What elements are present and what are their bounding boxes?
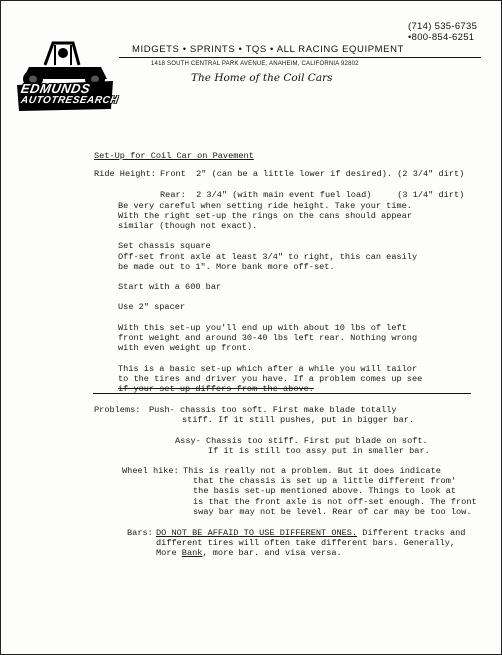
ride-height-front: Front 2" (can be a little lower if desired). (2 3/4" dirt) [160,169,465,179]
letterhead-address: 1418 SOUTH CENTRAL PARK AVENUE, ANAHEIM, CALIFORNIA 92802 [151,61,359,67]
document-heading [94,151,254,162]
wheel-hike-line: sway bar may not be level. Rear of car may be too low. [193,507,472,517]
bars-text: More [156,548,182,558]
bars-bank: Bank [181,548,203,558]
weight-line: front weight and around 30-40 lbs left rear. Nothing wrong [118,333,418,343]
push-line: Push- chassis too soft. First make blade totally [149,405,397,415]
letterhead-tagline: MIDGETS • SPRINTS • TQS • ALL RACING EQUIPMENT [132,44,404,55]
phone-number-2: •800-854-6251 [408,32,475,43]
ride-height-label: Ride Height: [94,169,156,179]
letterhead-rule [119,57,481,58]
bars-emphasis: DO NOT BE AFFAID TO USE DIFFERENT ONES. [156,528,358,538]
letterhead-slogan: The Home of the Coil Cars [191,72,333,84]
phone-number-1: (714) 535-6735 [408,21,478,32]
ride-note-line: similar (though not exact). [118,221,258,231]
basic-line: to the tires and driver you have. If a problem comes up see [118,374,423,384]
weight-line: with even weight up front. [118,343,253,353]
section-divider [93,393,471,394]
bars-label: Bars: [127,528,153,538]
bars-text: , more bar. and visa versa. [202,548,342,558]
wheel-hike-line: is that the front axle is not off-set enough. The front [193,497,477,507]
wheel-hike-line: the basis set-up mentioned above. Things to look at [193,486,457,496]
ride-note-line: With the right set-up the rings on the cans should appear [118,211,412,221]
chassis-line: Off-set front axle at least 3/4" to right, this can easily [118,252,418,262]
ride-note-line: Be very careful when setting ride height. Take your time. [118,201,412,211]
company-logo [15,35,119,111]
chassis-line: be made out to 1". More bank more off-set. [118,262,335,272]
weight-line: With this set-up you'll end up with about 10 lbs of left [118,323,407,333]
spacer-line: Use 2" spacer [118,302,186,312]
wheel-hike-line: that the chassis is set up a little different from' [193,476,457,486]
logo-text-edmunds: EDMUNDS [19,81,92,96]
push-line: stiff. If it still pushes, put in bigger bar. [182,415,415,425]
bars-text: Different tracks and [357,528,466,538]
problems-label: Problems: [94,405,141,415]
bars-line: different tires will often take different bars. Generally, [156,538,456,548]
assy-line: If it is still too assy put in smaller bar. [208,446,430,456]
heading-text: Set-Up for Coil Car on Pavement [94,151,254,161]
bars-line [156,548,342,559]
basic-line-struck: if your set up differs from the above. [118,384,314,394]
basic-line: This is a basic set-up which after a while you will tailor [118,364,418,374]
wheel-hike-line: This is really not a problem. But it does indicate [183,466,441,476]
ride-height-rear: Rear: 2 3/4" (with main event fuel load) (3 1/4" dirt) [160,190,465,200]
logo-text-research: AUTOTRESEARCH [20,95,119,106]
wheel-hike-label: Wheel hike: [122,466,179,476]
bars-line [156,528,465,539]
bar-line: Start with a 600 bar [118,282,222,292]
assy-line: Assy- Chassis too stiff. First put blade on soft. [175,436,428,446]
chassis-line: Set chassis square [118,241,211,251]
